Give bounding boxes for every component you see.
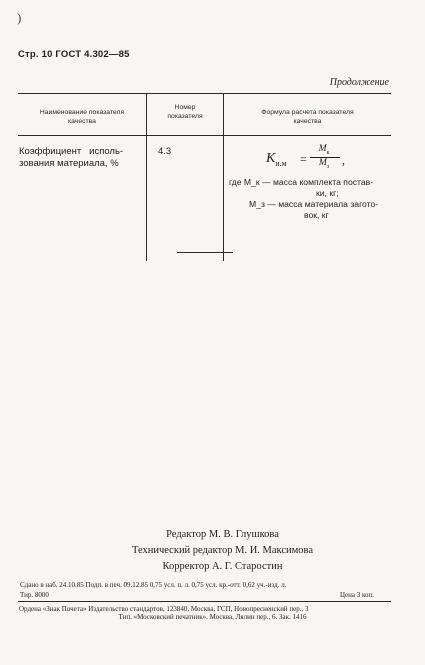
where-line: M_з — масса материала загото-: [249, 199, 379, 209]
where-line: вок, кг: [304, 210, 329, 220]
where-line: ки, кг;: [316, 188, 339, 198]
imprint-price: Цена 3 коп.: [340, 591, 375, 599]
imprint-publisher: Ордена «Знак Почета» Издательство стандартов, 123840, Москва, ГСП, Новопресненский пер., 3: [19, 605, 309, 613]
page-header: Стр. 10 ГОСТ 4.302—85: [18, 49, 130, 60]
imprint-line-1: Сдано в наб. 24.10.85 Подп. в печ. 09.12.85 0,75 усл. п. л. 0,75 усл. кр.-отт. 0,62 уч.-изд. л.: [20, 581, 287, 589]
continuation-label: Продолжение: [329, 77, 389, 88]
table-header-rule: [18, 135, 391, 136]
formula-denominator: $M_з$: [318, 158, 330, 170]
formula-where-block: [229, 177, 391, 221]
imprint-print-run: Тир. 8000: [20, 591, 49, 599]
where-line: где M_к — масса комплекта постав-: [229, 177, 374, 187]
technical-editor-credit: Технический редактор М. И. Максимова: [131, 545, 314, 556]
imprint-printer: Тип. «Московский печатник». Москва, Лялин пер., 6. Зак. 1416: [118, 613, 307, 621]
end-rule: [177, 252, 233, 253]
proofreader-credit: Корректор А. Г. Старостин: [162, 561, 283, 572]
formula-lhs: $K_{и.м}$: [266, 151, 287, 168]
editor-credit: Редактор М. В. Глушкова: [166, 529, 279, 540]
formula-numerator: $M_к$: [318, 144, 330, 156]
table-top-rule: [18, 93, 391, 94]
formula-equals: =: [300, 152, 307, 166]
indicator-name: Коэффициент исполь- зования материала, %: [19, 146, 124, 169]
column-header-formula: Формула расчета показателя качества: [261, 109, 354, 125]
margin-mark: ): [17, 10, 22, 25]
indicator-number: 4.3: [158, 146, 172, 157]
imprint-rule: [18, 601, 391, 602]
formula-comma: ,: [342, 153, 345, 167]
formula: [266, 144, 356, 174]
column-header-name: Наименование показателя качества: [39, 109, 125, 125]
column-header-number: Номер показателя: [167, 104, 203, 120]
